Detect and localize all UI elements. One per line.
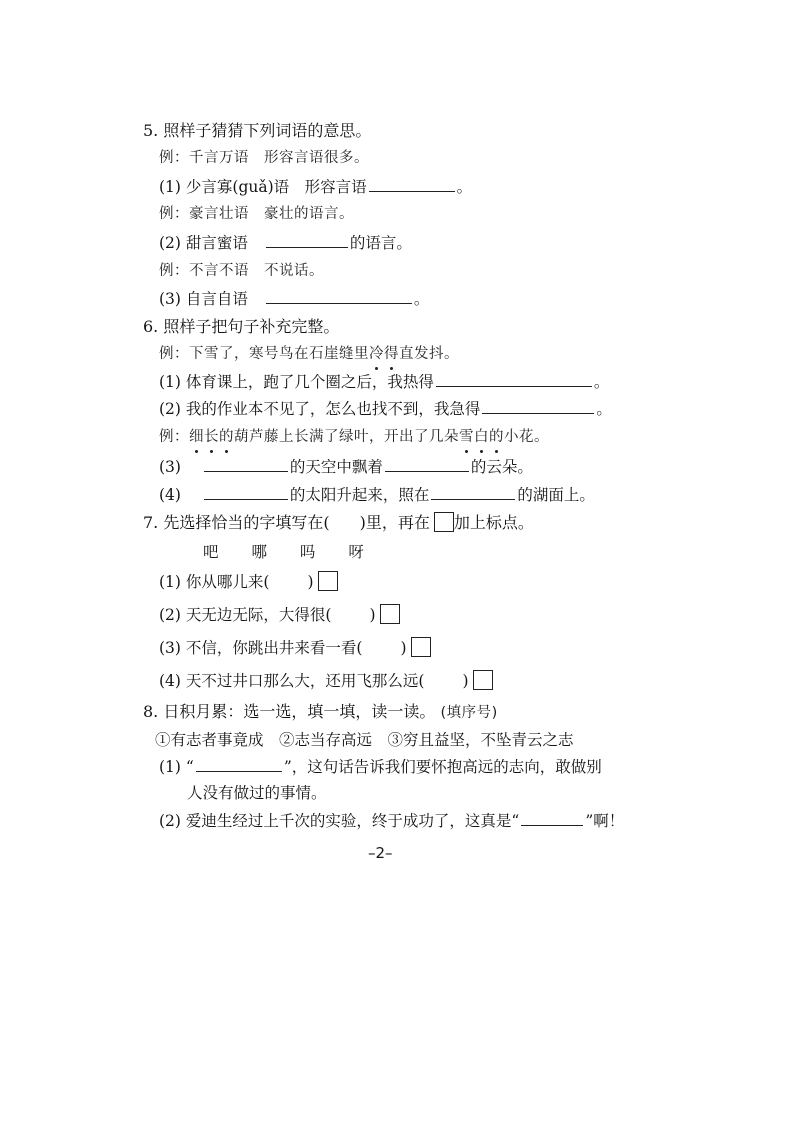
paren-close: )	[369, 606, 376, 624]
item-text: 我的作业本不见了，怎么也找不到，我急得	[185, 400, 481, 418]
punctuation-box[interactable]	[473, 670, 493, 690]
item-number: (1)	[159, 758, 181, 776]
q5-item-2	[159, 232, 412, 254]
item-number: (2)	[159, 400, 181, 418]
punctuation-box[interactable]	[318, 571, 338, 591]
q6-example-2	[159, 426, 549, 448]
answer-blank[interactable]	[385, 457, 469, 472]
emphasis-char: 的	[219, 426, 234, 448]
emphasis-char: 细	[189, 426, 204, 448]
q6-item-2	[159, 398, 612, 420]
q7-title	[143, 512, 534, 534]
item-number: (4)	[159, 486, 181, 504]
punctuation-box[interactable]	[411, 637, 431, 657]
punctuation-box[interactable]	[380, 604, 400, 624]
q8-item-1-continued: 人没有做过的事情。	[187, 784, 327, 802]
q5-item-1	[159, 176, 472, 198]
page-number: –2–	[368, 844, 393, 862]
item-text: 的太阳升起来，照在	[289, 486, 430, 504]
q5-title: 5. 照样子猜猜下列词语的意思。	[143, 121, 372, 140]
answer-blank[interactable]	[266, 233, 348, 248]
choice-char: 吗	[299, 543, 316, 561]
answer-blank[interactable]	[521, 811, 583, 826]
choice-char: 吧	[203, 543, 219, 561]
q7-item-1	[159, 571, 338, 593]
item-end: 。	[593, 373, 610, 391]
item-number: (2)	[159, 234, 181, 252]
q6-item-4	[159, 484, 595, 506]
q7-item-4	[159, 670, 493, 692]
title-text: 加上标点。	[453, 513, 534, 532]
item-text: 天不过井口那么大，还用飞那么远(	[185, 672, 425, 690]
answer-blank[interactable]	[431, 485, 515, 500]
emphasis-char: 白	[474, 426, 489, 448]
q8-title	[143, 701, 498, 724]
q8-item-1	[159, 756, 602, 778]
choice-char: 哪	[251, 543, 267, 561]
q6-example-1	[159, 343, 459, 365]
answer-blank[interactable]	[369, 177, 455, 192]
title-text: )里，再在	[359, 513, 430, 532]
item-end: 。	[413, 290, 430, 308]
title-text: 7. 先选择恰当的字填写在(	[143, 513, 330, 532]
title-note: (填序号)	[440, 705, 498, 721]
item-text: 甜言蜜语	[185, 234, 248, 252]
paren-close: )	[307, 573, 314, 591]
emphasis-char: 冷	[369, 343, 384, 365]
item-number: (2)	[159, 606, 181, 624]
item-number: (1)	[159, 178, 181, 196]
item-end: 。	[596, 400, 612, 418]
example-text: 小花。	[504, 429, 549, 445]
answer-blank[interactable]	[204, 457, 288, 472]
q7-item-2	[159, 604, 400, 626]
item-text: 自言自语	[185, 290, 248, 308]
punctuation-box-icon	[434, 512, 454, 532]
emphasis-char: 的	[489, 426, 504, 448]
q6-item-3	[159, 456, 533, 478]
item-text: 体育课上，跑了几个圈之后，我热得	[185, 373, 434, 391]
example-text: 例：	[159, 429, 189, 445]
item-number: (1)	[159, 373, 181, 391]
item-text: ”，这句话告诉我们要怀抱高远的志向，敢做别	[283, 758, 602, 776]
item-end: 。	[456, 178, 473, 196]
answer-blank[interactable]	[482, 399, 594, 414]
item-number: (2)	[159, 812, 181, 830]
item-text: 爱迪生经过上千次的实验，终于成功了，这真是“	[185, 812, 520, 830]
item-text: 的天空中飘着	[289, 458, 383, 476]
item-number: (1)	[159, 573, 181, 591]
q6-title: 6. 照样子把句子补充完整。	[143, 317, 340, 336]
q5-item-3	[159, 288, 429, 310]
q5-example-2: 例：豪言壮语 豪壮的语言。	[159, 206, 354, 222]
item-number: (3)	[159, 458, 181, 476]
q7-choices	[203, 541, 392, 563]
paren-close: )	[400, 639, 407, 657]
item-text: 天无边无际，大得很(	[185, 606, 332, 624]
q8-options: ①有志者事竟成 ②志当存高远 ③穷且益坚，不坠青云之志	[155, 731, 574, 749]
example-text: 直发抖。	[399, 346, 459, 362]
emphasis-char: 得	[384, 343, 399, 365]
q8-item-2	[159, 810, 624, 832]
item-text: 不信，你跳出井来看一看(	[185, 639, 363, 657]
item-end: ”啊！	[585, 812, 625, 830]
choice-char: 呀	[348, 543, 364, 561]
q6-item-1	[159, 371, 609, 393]
emphasis-char: 长	[204, 426, 219, 448]
emphasis-char: 雪	[459, 426, 474, 448]
item-text: 少言寡(guǎ)语 形容言语	[185, 178, 367, 196]
item-number: (3)	[159, 639, 181, 657]
paren-close: )	[462, 672, 469, 690]
answer-blank[interactable]	[204, 485, 288, 500]
title-text: 8. 日积月累：选一选，填一填，读一读。	[143, 702, 436, 721]
q5-example-3: 例：不言不语 不说话。	[159, 263, 324, 279]
example-text: 例：下雪了，寒号鸟在石崖缝里	[159, 346, 369, 362]
item-end: 的语言。	[349, 234, 412, 252]
q5-example-1: 例：千言万语 形容言语很多。	[159, 150, 369, 166]
example-text: 葫芦藤上长满了绿叶，开出了几朵	[234, 429, 459, 445]
item-number: (3)	[159, 290, 181, 308]
answer-blank[interactable]	[266, 289, 412, 304]
item-text: 你从哪儿来(	[185, 573, 270, 591]
item-end: 的湖面上。	[517, 486, 595, 504]
item-number: (4)	[159, 672, 181, 690]
quote-open: “	[185, 758, 194, 776]
answer-blank[interactable]	[196, 757, 282, 772]
item-end: 的云朵。	[470, 458, 533, 476]
q7-item-3	[159, 637, 431, 659]
answer-blank[interactable]	[436, 372, 592, 387]
